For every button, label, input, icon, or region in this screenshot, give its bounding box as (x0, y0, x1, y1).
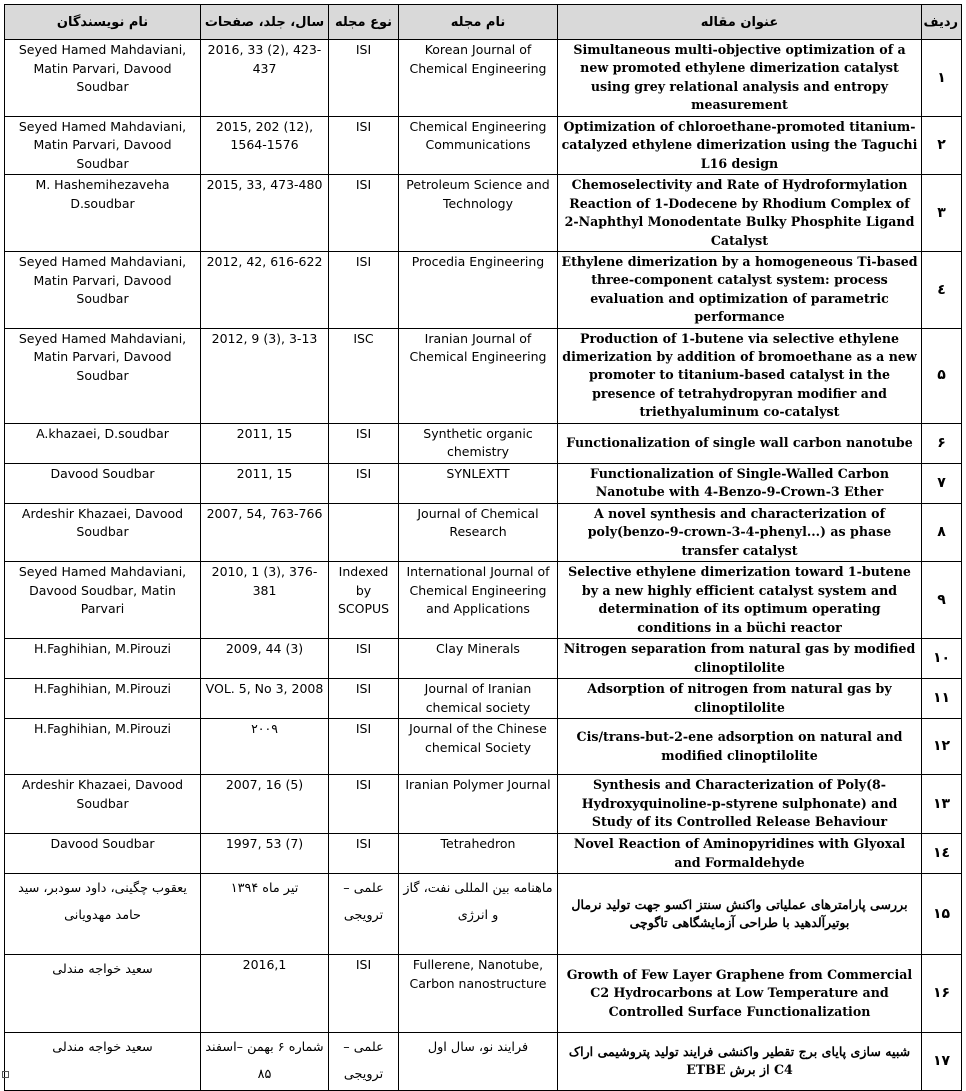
cell-radif: ۱۵ (922, 873, 962, 954)
cell-authors (5, 775, 201, 834)
cell-authors (5, 719, 201, 775)
cell-title (558, 719, 922, 775)
title-text: Nitrogen separation from natural gas by modified clinoptilolite (563, 641, 916, 675)
publications-table (4, 4, 962, 1091)
journal-text: Procedia Engineering (411, 254, 545, 270)
title-text: Growth of Few Layer Graphene from Commercial C2 Hydrocarbons at Low Temperature and Controlled Surface Functionalization (566, 966, 913, 1019)
cell-authors: یعقوب چگینی، داود سودبر، سید حامد مهدویانی (5, 873, 201, 954)
type-text: Indexed by SCOPUS (337, 564, 390, 617)
authors-text: Seyed Hamed Mahdaviani, Davood Soudbar, Matin Parvari (18, 564, 187, 617)
cell-year (201, 503, 329, 561)
year-text: 2012, 9 (3), 3-13 (211, 330, 318, 346)
table-body (5, 40, 962, 1091)
cell-title (558, 775, 922, 834)
cell-year: شماره ۶ بهمن –اسفند ۸۵ (201, 1032, 329, 1090)
type-text: ISI (355, 177, 372, 193)
cell-year (201, 40, 329, 117)
cell-journal (399, 463, 558, 503)
cell-journal (399, 40, 558, 117)
header-year: سال، جلد، صفحات (201, 5, 329, 40)
cell-radif: ۱٤ (922, 834, 962, 874)
cell-journal (399, 834, 558, 874)
table-row (5, 252, 962, 329)
journal-text: Fullerene, Nanotube, Carbon nanostructure (409, 956, 547, 991)
header-title: عنوان مقاله (558, 5, 922, 40)
table-header-row (5, 5, 962, 40)
type-text: ISI (355, 254, 372, 270)
cell-year (201, 639, 329, 679)
cell-title (558, 252, 922, 329)
authors-text: Ardeshir Khazaei, Davood Soudbar (21, 777, 184, 811)
cell-radif: ۲ (922, 116, 962, 175)
cell-radif: ۸ (922, 503, 962, 561)
table-row (5, 503, 962, 561)
table-row (5, 639, 962, 679)
authors-text: Seyed Hamed Mahdaviani, Matin Parvari, Davood Soudbar (18, 42, 187, 95)
cell-journal (399, 775, 558, 834)
table-row (5, 562, 962, 639)
cell-type: علمی – ترویجی (329, 873, 399, 954)
cell-radif: ۱۶ (922, 954, 962, 1032)
cell-type (329, 834, 399, 874)
year-text: 2011, 15 (236, 465, 293, 481)
cell-title: شبیه سازی پایای برج تقطیر واکنشی فرایند تولید پتروشیمی اراک C4 از برش ETBE (558, 1032, 922, 1090)
cell-title (558, 954, 922, 1032)
cell-authors (5, 175, 201, 252)
header-type: نوع مجله (329, 5, 399, 40)
cell-radif: ۹ (922, 562, 962, 639)
cell-journal (399, 562, 558, 639)
cell-year (201, 116, 329, 175)
authors-text: Seyed Hamed Mahdaviani, Matin Parvari, Davood Soudbar (18, 118, 187, 171)
cell-radif: ۱۰ (922, 639, 962, 679)
title-text: A novel synthesis and characterization of poly(benzo-9-crown-3-4-phenyl...) as phase transfer catalyst (587, 505, 892, 558)
table-row (5, 116, 962, 175)
title-text: Synthesis and Characterization of Poly(8-Hydroxyquinoline-p-styrene sulphonate) and Study of its Controlled Release Behaviour (581, 777, 898, 830)
cell-journal (399, 252, 558, 329)
cell-authors (5, 834, 201, 874)
year-text: ۲۰۰۹ (251, 721, 278, 737)
corner-marker (2, 1071, 9, 1078)
table-row (5, 954, 962, 1032)
year-text: 2015, 202 (12), 1564-1576 (215, 118, 314, 153)
cell-journal (399, 175, 558, 252)
cell-type (329, 678, 399, 718)
authors-text: H.Faghihian, M.Pirouzi (33, 641, 172, 657)
cell-journal (399, 678, 558, 718)
cell-year (201, 423, 329, 463)
cell-year (201, 834, 329, 874)
title-text: Production of 1-butene via selective ethylene dimerization by addition of bromoethane as a new promoter to titanium-based catalyst in the presence of tetrahydropyran modifier and triethyaluminum co-catalyst (562, 330, 917, 420)
journal-text: Journal of Chemical Research (417, 505, 539, 540)
table-row (5, 834, 962, 874)
cell-type (329, 175, 399, 252)
cell-year (201, 328, 329, 423)
cell-type (329, 775, 399, 834)
type-text: ISI (355, 777, 372, 793)
cell-journal (399, 503, 558, 561)
title-text: Adsorption of nitrogen from natural gas by clinoptilolite (587, 681, 892, 715)
cell-year (201, 954, 329, 1032)
cell-type (329, 423, 399, 463)
cell-authors (5, 423, 201, 463)
year-text: 2011, 15 (236, 425, 293, 441)
authors-text: M. Hashemihezaveha D.soudbar (35, 177, 170, 211)
cell-type (329, 252, 399, 329)
cell-radif: ۱۳ (922, 775, 962, 834)
cell-title (558, 40, 922, 117)
cell-journal (399, 639, 558, 679)
cell-type (329, 40, 399, 117)
cell-journal (399, 719, 558, 775)
cell-title (558, 423, 922, 463)
table-row (5, 463, 962, 503)
journal-text: International Journal of Chemical Engineering and Applications (406, 564, 550, 617)
journal-text: Journal of Iranian chemical society (424, 680, 532, 715)
table-row (5, 40, 962, 117)
type-text: ISI (355, 956, 372, 972)
authors-text: Davood Soudbar (50, 836, 155, 852)
cell-journal: ماهنامه بین المللی نفت، گاز و انرژی (399, 873, 558, 954)
cell-title (558, 175, 922, 252)
type-text: ISC (353, 330, 374, 346)
title-text: Functionalization of single wall carbon nanotube (566, 435, 913, 451)
cell-year (201, 775, 329, 834)
authors-text: Davood Soudbar (50, 465, 155, 481)
cell-title (558, 503, 922, 561)
cell-authors: سعید خواجه مندلی (5, 954, 201, 1032)
journal-text: Iranian Polymer Journal (405, 777, 551, 793)
cell-year (201, 252, 329, 329)
cell-radif: ۶ (922, 423, 962, 463)
cell-journal (399, 954, 558, 1032)
journal-text: Korean Journal of Chemical Engineering (409, 42, 547, 76)
cell-radif: ۳ (922, 175, 962, 252)
cell-type: علمی – ترویجی (329, 1032, 399, 1090)
cell-authors: سعید خواجه مندلی (5, 1032, 201, 1090)
authors-text: Seyed Hamed Mahdaviani, Matin Parvari, Davood Soudbar (18, 330, 187, 383)
type-text: ISI (355, 465, 372, 481)
cell-type (329, 503, 399, 561)
title-text: Cis/trans-but-2-ene adsorption on natural and modified clinoptilolite (576, 729, 903, 763)
cell-authors (5, 463, 201, 503)
cell-authors (5, 562, 201, 639)
cell-radif: ۱ (922, 40, 962, 117)
journal-text: Iranian Journal of Chemical Engineering (409, 330, 547, 365)
cell-authors (5, 116, 201, 175)
year-text: 2016, 33 (2), 423-437 (207, 42, 322, 76)
authors-text: Ardeshir Khazaei, Davood Soudbar (21, 505, 184, 540)
cell-radif: ۱۱ (922, 678, 962, 718)
year-text: 2015, 33, 473-480 (206, 177, 323, 193)
authors-text: H.Faghihian, M.Pirouzi (33, 680, 172, 696)
table-row (5, 678, 962, 718)
cell-type (329, 328, 399, 423)
year-text: VOL. 5, No 3, 2008 (205, 680, 324, 696)
table-row (5, 873, 962, 954)
cell-type (329, 463, 399, 503)
cell-title (558, 328, 922, 423)
cell-type (329, 116, 399, 175)
title-text: Functionalization of Single-Walled Carbon Nanotube with 4-Benzo-9-Crown-3 Ether (590, 465, 889, 500)
title-text: Simultaneous multi-objective optimization of a new promoted ethylene dimerization catalyst using grey relational analysis and entropy measurement (573, 42, 906, 113)
title-text: Selective ethylene dimerization toward 1-butene by a new highly efficient catalyst system and determination of its optimum operating conditions in a büchi reactor (568, 564, 911, 635)
cell-type (329, 719, 399, 775)
cell-radif: ۱۲ (922, 719, 962, 775)
cell-title (558, 463, 922, 503)
cell-year (201, 175, 329, 252)
title-text: Optimization of chloroethane-promoted titanium-catalyzed ethylene dimerization using the Taguchi L16 design (561, 118, 918, 171)
authors-text: Seyed Hamed Mahdaviani, Matin Parvari, Davood Soudbar (18, 254, 187, 307)
cell-title (558, 562, 922, 639)
header-radif: ردیف (922, 5, 962, 40)
type-text: ISI (355, 721, 372, 737)
table-row (5, 423, 962, 463)
cell-year: تیر ماه ۱۳۹۴ (201, 873, 329, 954)
header-journal: نام مجله (399, 5, 558, 40)
table-row (5, 328, 962, 423)
publications-table-wrapper (4, 4, 961, 1091)
year-text: 2012, 42, 616-622 (206, 254, 323, 270)
cell-title (558, 678, 922, 718)
cell-journal (399, 116, 558, 175)
cell-radif: ۷ (922, 463, 962, 503)
cell-type (329, 562, 399, 639)
title-text: Chemoselectivity and Rate of Hydroformylation Reaction of 1-Dodecene by Rhodium Complex of 2-Naphthyl Monodentate Bulky Phosphite Ligand Catalyst (564, 177, 915, 248)
cell-year (201, 463, 329, 503)
cell-title (558, 116, 922, 175)
table-row (5, 175, 962, 252)
type-text: ISI (355, 836, 372, 852)
type-text: ISI (355, 425, 372, 441)
cell-type (329, 639, 399, 679)
title-text: Ethylene dimerization by a homogeneous Ti-based three-component catalyst system: process evaluation and optimization of parametric performance (561, 254, 918, 325)
cell-authors (5, 252, 201, 329)
table-row (5, 719, 962, 775)
cell-authors (5, 328, 201, 423)
journal-text: Chemical Engineering Communications (409, 118, 547, 153)
year-text: 2007, 16 (5) (225, 777, 304, 793)
journal-text: Journal of the Chinese chemical Society (409, 721, 547, 755)
cell-radif: ٤ (922, 252, 962, 329)
journal-text: Synthetic organic chemistry (423, 425, 533, 460)
cell-year (201, 562, 329, 639)
type-text: ISI (355, 641, 372, 657)
cell-journal (399, 328, 558, 423)
type-text: ISI (355, 680, 372, 696)
cell-journal (399, 423, 558, 463)
year-text: 2009, 44 (3) (225, 641, 304, 657)
type-text: ISI (355, 118, 372, 134)
title-text: Novel Reaction of Aminopyridines with Glyoxal and Formaldehyde (573, 836, 906, 870)
table-row (5, 775, 962, 834)
cell-title (558, 639, 922, 679)
cell-radif: ۱۷ (922, 1032, 962, 1090)
journal-text: Tetrahedron (440, 836, 516, 852)
cell-authors (5, 503, 201, 561)
year-text: 2010, 1 (3), 376-381 (211, 564, 318, 598)
cell-title (558, 834, 922, 874)
journal-text: SYNLEXTT (446, 465, 510, 481)
cell-year (201, 678, 329, 718)
authors-text: H.Faghihian, M.Pirouzi (33, 721, 172, 737)
header-authors: نام نویسندگان (5, 5, 201, 40)
cell-authors (5, 40, 201, 117)
year-text: 1997, 53 (7) (225, 836, 304, 852)
year-text: 2016,1 (242, 956, 287, 972)
cell-year (201, 719, 329, 775)
cell-journal: فرایند نو، سال اول (399, 1032, 558, 1090)
cell-title: بررسی پارامترهای عملیاتی واکنش سنتز اکسو جهت تولید نرمال بوتیرآلدهید با طراحی آزمایشگاهی تاگوچی (558, 873, 922, 954)
authors-text: A.khazaei, D.soudbar (36, 425, 169, 441)
cell-radif: ۵ (922, 328, 962, 423)
cell-authors (5, 678, 201, 718)
year-text: 2007, 54, 763-766 (206, 505, 323, 521)
cell-authors (5, 639, 201, 679)
journal-text: Clay Minerals (436, 641, 520, 657)
cell-type (329, 954, 399, 1032)
journal-text: Petroleum Science and Technology (406, 177, 550, 211)
type-text: ISI (355, 42, 372, 57)
